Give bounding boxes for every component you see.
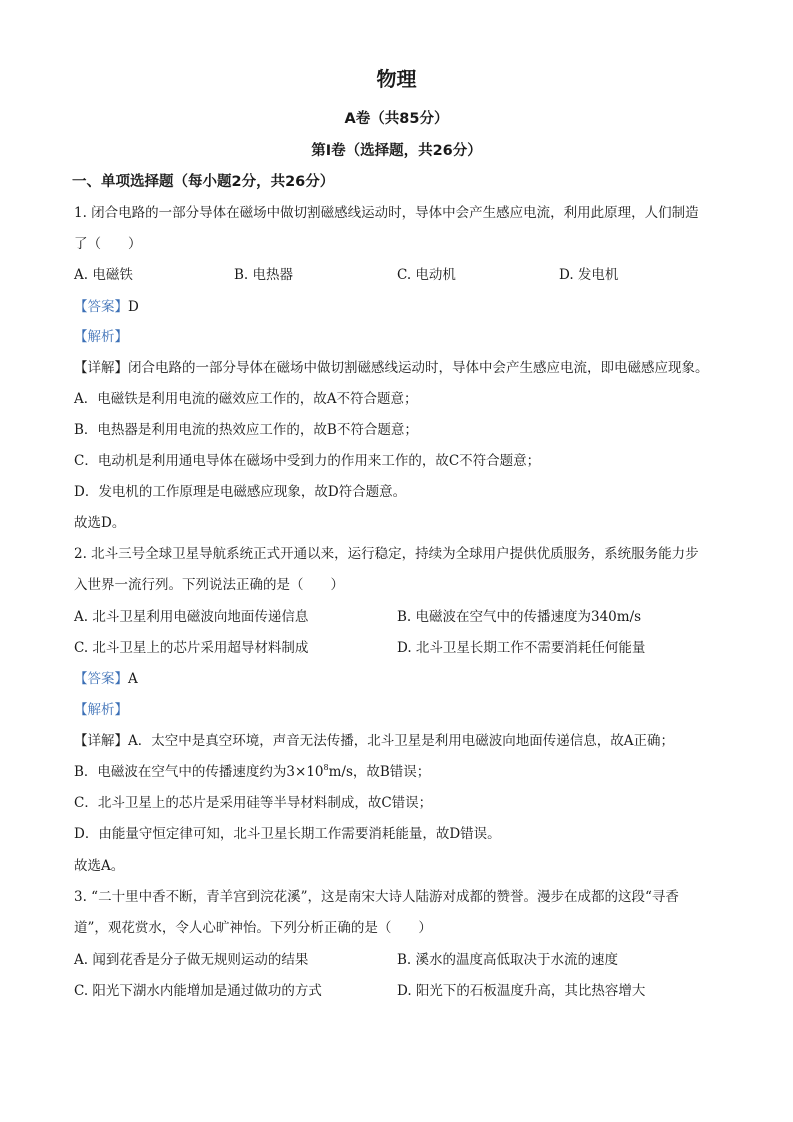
answer-value: A <box>128 671 138 687</box>
q1-option-b: B. 电热器 <box>234 267 294 283</box>
q3-option-d: D. 阳光下的石板温度升高，其比热容增大 <box>397 983 646 999</box>
q1-detail: 【详解】闭合电路的一部分导体在磁场中做切割磁感线运动时，导体中会产生感应电流，即电磁感应现象。 <box>74 360 709 376</box>
q1-stem-line2: 了（ ） <box>74 236 142 252</box>
q2-answer <box>74 670 138 688</box>
answer-label: 【答案】 <box>74 299 128 315</box>
q2-option-d: D. 北斗卫星长期工作不需要消耗任何能量 <box>397 640 646 656</box>
q3-stem-line2: 道”，观花赏水，令人心旷神怡。下列分析正确的是（ ） <box>74 920 432 936</box>
volume-heading: A卷（共85分） <box>344 111 449 127</box>
q2-option-a: A. 北斗卫星利用电磁波向地面传递信息 <box>74 609 309 625</box>
q3-option-c: C. 阳光下湖水内能增加是通过做功的方式 <box>74 983 322 999</box>
q2-explanation-b: B．电磁波在空气中的传播速度约为$3\times 10^8m/s$，故B错误； <box>74 763 431 780</box>
q1-explanation-b: B．电热器是利用电流的热效应工作的，故B不符合题意； <box>74 422 418 438</box>
q2-analysis-label: 【解析】 <box>74 702 128 718</box>
q1-explanation-c: C．电动机是利用通电导体在磁场中受到力的作用来工作的，故C不符合题意； <box>74 453 541 469</box>
page-title: 物理 <box>376 67 417 91</box>
q1-answer <box>74 298 139 316</box>
detail-label: 【详解】 <box>74 360 128 376</box>
part-heading: 第Ⅰ卷（选择题，共26分） <box>311 143 482 159</box>
q2-option-c: C. 北斗卫星上的芯片采用超导材料制成 <box>74 640 309 656</box>
q1-stem-line1: 1. 闭合电路的一部分导体在磁场中做切割磁感线运动时，导体中会产生感应电流，利用此原理，人们制造 <box>74 205 699 221</box>
q1-option-c: C. 电动机 <box>397 267 456 283</box>
q1-analysis-label: 【解析】 <box>74 329 128 345</box>
q2-explanation-d: D．由能量守恒定律可知，北斗卫星长期工作需要消耗能量，故D错误。 <box>74 826 501 842</box>
q3-stem-line1: 3. “二十里中香不断，青羊宫到浣花溪”，这是南宋大诗人陆游对成都的赞誉。漫步在成都的这段“寻香 <box>74 889 679 905</box>
q2-stem-line2: 入世界一流行列。下列说法正确的是（ ） <box>74 577 344 593</box>
q2-stem-line1: 2. 北斗三号全球卫星导航系统正式开通以来，运行稳定，持续为全球用户提供优质服务，系统服务能力步 <box>74 546 699 562</box>
q2-conclusion: 故选A。 <box>74 858 125 874</box>
detail-label: 【详解】 <box>74 733 128 749</box>
section-heading: 一、单项选择题（每小题2分，共26分） <box>72 174 335 190</box>
answer-label: 【答案】 <box>74 671 128 687</box>
q3-option-b: B. 溪水的温度高低取决于水流的速度 <box>397 952 619 968</box>
q1-explanation-a: A．电磁铁是利用电流的磁效应工作的，故A不符合题意； <box>74 391 418 407</box>
q2-option-b: B. 电磁波在空气中的传播速度为340m/s <box>397 609 642 625</box>
q1-conclusion: 故选D。 <box>74 515 126 531</box>
q1-option-a: A. 电磁铁 <box>74 267 133 283</box>
q2-detail: 【详解】A．太空中是真空环境，声音无法传播，北斗卫星是利用电磁波向地面传递信息，故A正确； <box>74 733 674 749</box>
q2-explanation-c: C．北斗卫星上的芯片是采用硅等半导材料制成，故C错误； <box>74 795 433 811</box>
q1-explanation-d: D．发电机的工作原理是电磁感应现象，故D符合题意。 <box>74 484 407 500</box>
q3-option-a: A. 闻到花香是分子做无规则运动的结果 <box>74 952 309 968</box>
answer-value: D <box>128 299 139 315</box>
q1-option-d: D. 发电机 <box>559 267 619 283</box>
